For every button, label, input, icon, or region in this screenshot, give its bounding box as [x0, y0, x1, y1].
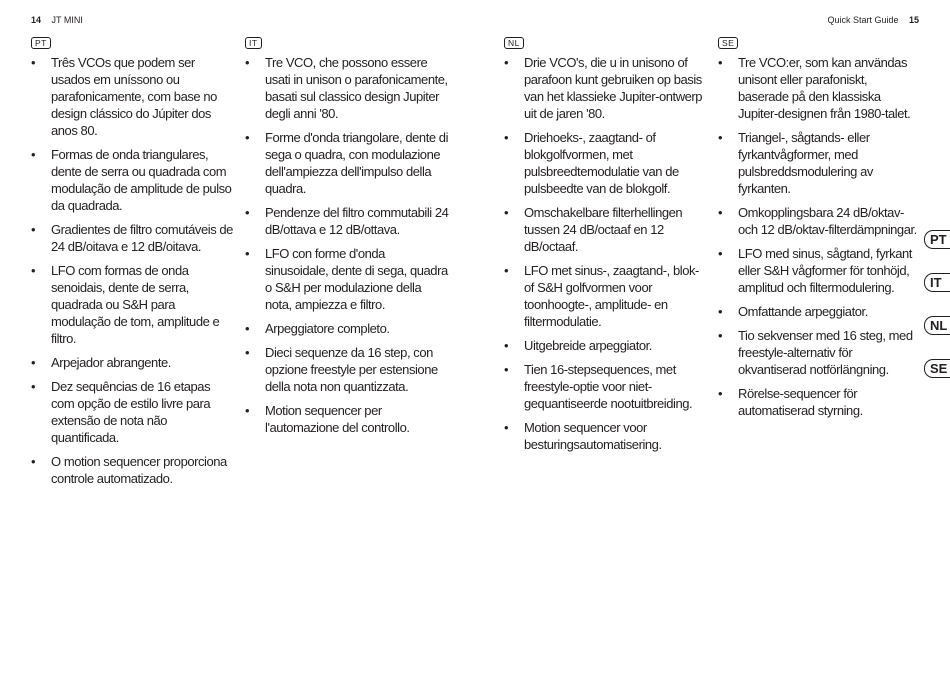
column-it	[245, 33, 450, 443]
right-page-title: Quick Start Guide	[827, 15, 899, 25]
feature-item: • Gradientes de filtro comutáveis de 24 dB/oitava e 12 dB/oitava.	[31, 221, 236, 255]
feature-item: • LFO con forme d'onda sinusoidale, dente di sega, quadra o S&H per modulazione della nota, ampiezza e filtro.	[245, 245, 450, 313]
feature-item: • Omschakelbare filterhellingen tussen 24 dB/octaaf en 12 dB/octaaf.	[504, 204, 709, 255]
feature-item: • Tre VCO:er, som kan användas unisont eller parafoniskt, baserade på den klassiska Jupiter-designen från 1980-talet.	[718, 54, 920, 122]
language-tag-se: SE	[718, 37, 738, 49]
feature-item: • Tre VCO, che possono essere usati in unison o parafonicamente, basati sul classico design Jupiter degli anni '80.	[245, 54, 450, 122]
feature-item: • O motion sequencer proporciona controle automatizado.	[31, 453, 236, 487]
language-tag-nl: NL	[504, 37, 524, 49]
feature-item: • Três VCOs que podem ser usados em uníssono ou parafonicamente, com base no design clássico do Júpiter dos anos 80.	[31, 54, 236, 139]
feature-item: • Tien 16-stepsequences, met freestyle-optie voor niet-gequantiseerde nootuitbreiding.	[504, 361, 709, 412]
feature-item: • Dez sequências de 16 etapas com opção de estilo livre para extensão de nota não quantificada.	[31, 378, 236, 446]
feature-list	[245, 54, 450, 436]
feature-item: • Tio sekvenser med 16 steg, med freestyle-alternativ för okvantiserad notförlängning.	[718, 327, 920, 378]
side-tab-nl: NL	[924, 316, 950, 335]
column-se	[718, 33, 920, 426]
feature-list	[718, 54, 920, 419]
feature-item: • Drie VCO's, die u in unisono of parafoon kunt gebruiken op basis van het klassieke Jupiter-ontwerp uit de jaren '80.	[504, 54, 709, 122]
feature-item: • Uitgebreide arpeggiator.	[504, 337, 709, 354]
feature-item: • Arpejador abrangente.	[31, 354, 236, 371]
feature-item: • Forme d'onda triangolare, dente di sega o quadra, con modulazione dell'ampiezza dell'impulso della quadra.	[245, 129, 450, 197]
feature-item: • Motion sequencer per l'automazione del controllo.	[245, 402, 450, 436]
feature-item: • Triangel-, sågtands- eller fyrkantvågformer, med pulsbreddsmodulering av fyrkanten.	[718, 129, 920, 197]
feature-item: • Omkopplingsbara 24 dB/oktav- och 12 dB/oktav-filterdämpningar.	[718, 204, 920, 238]
feature-item: • Formas de onda triangulares, dente de serra ou quadrada com modulação de amplitude de pulso da quadrada.	[31, 146, 236, 214]
feature-list	[504, 54, 709, 453]
feature-item: • Motion sequencer voor besturingsautomatisering.	[504, 419, 709, 453]
feature-item: • LFO med sinus, sågtand, fyrkant eller S&H vågformer för tonhöjd, amplitud och filtermodulering.	[718, 245, 920, 296]
feature-item: • Arpeggiatore completo.	[245, 320, 450, 337]
column-nl	[504, 33, 709, 460]
language-tag-it: IT	[245, 37, 262, 49]
left-page-header	[31, 15, 83, 25]
feature-item: • Rörelse-sequencer för automatiserad styrning.	[718, 385, 920, 419]
feature-item: • Omfattande arpeggiator.	[718, 303, 920, 320]
feature-item: • Dieci sequenze da 16 step, con opzione freestyle per estensione della nota non quantizzata.	[245, 344, 450, 395]
side-tab-it: IT	[924, 273, 950, 292]
feature-item: • Pendenze del filtro commutabili 24 dB/ottava e 12 dB/ottava.	[245, 204, 450, 238]
side-tab-se: SE	[924, 359, 950, 378]
left-page-title: JT MINI	[51, 15, 83, 25]
feature-list	[31, 54, 236, 487]
language-tag-pt: PT	[31, 37, 51, 49]
left-page-number: 14	[31, 15, 42, 25]
right-page-number: 15	[908, 15, 919, 25]
language-side-tabs	[924, 230, 950, 402]
column-pt	[31, 33, 236, 494]
side-tab-pt: PT	[924, 230, 950, 249]
feature-item: • LFO met sinus-, zaagtand-, blok- of S&H golfvormen voor toonhoogte-, amplitude- en filtermodulatie.	[504, 262, 709, 330]
right-page-header	[827, 15, 919, 25]
feature-item: • LFO com formas de onda senoidais, dente de serra, quadrada ou S&H para modulação de tom, amplitude e filtro.	[31, 262, 236, 347]
feature-item: • Driehoeks-, zaagtand- of blokgolfvormen, met pulsbreedtemodulatie van de pulsbeedte van de blokgolf.	[504, 129, 709, 197]
